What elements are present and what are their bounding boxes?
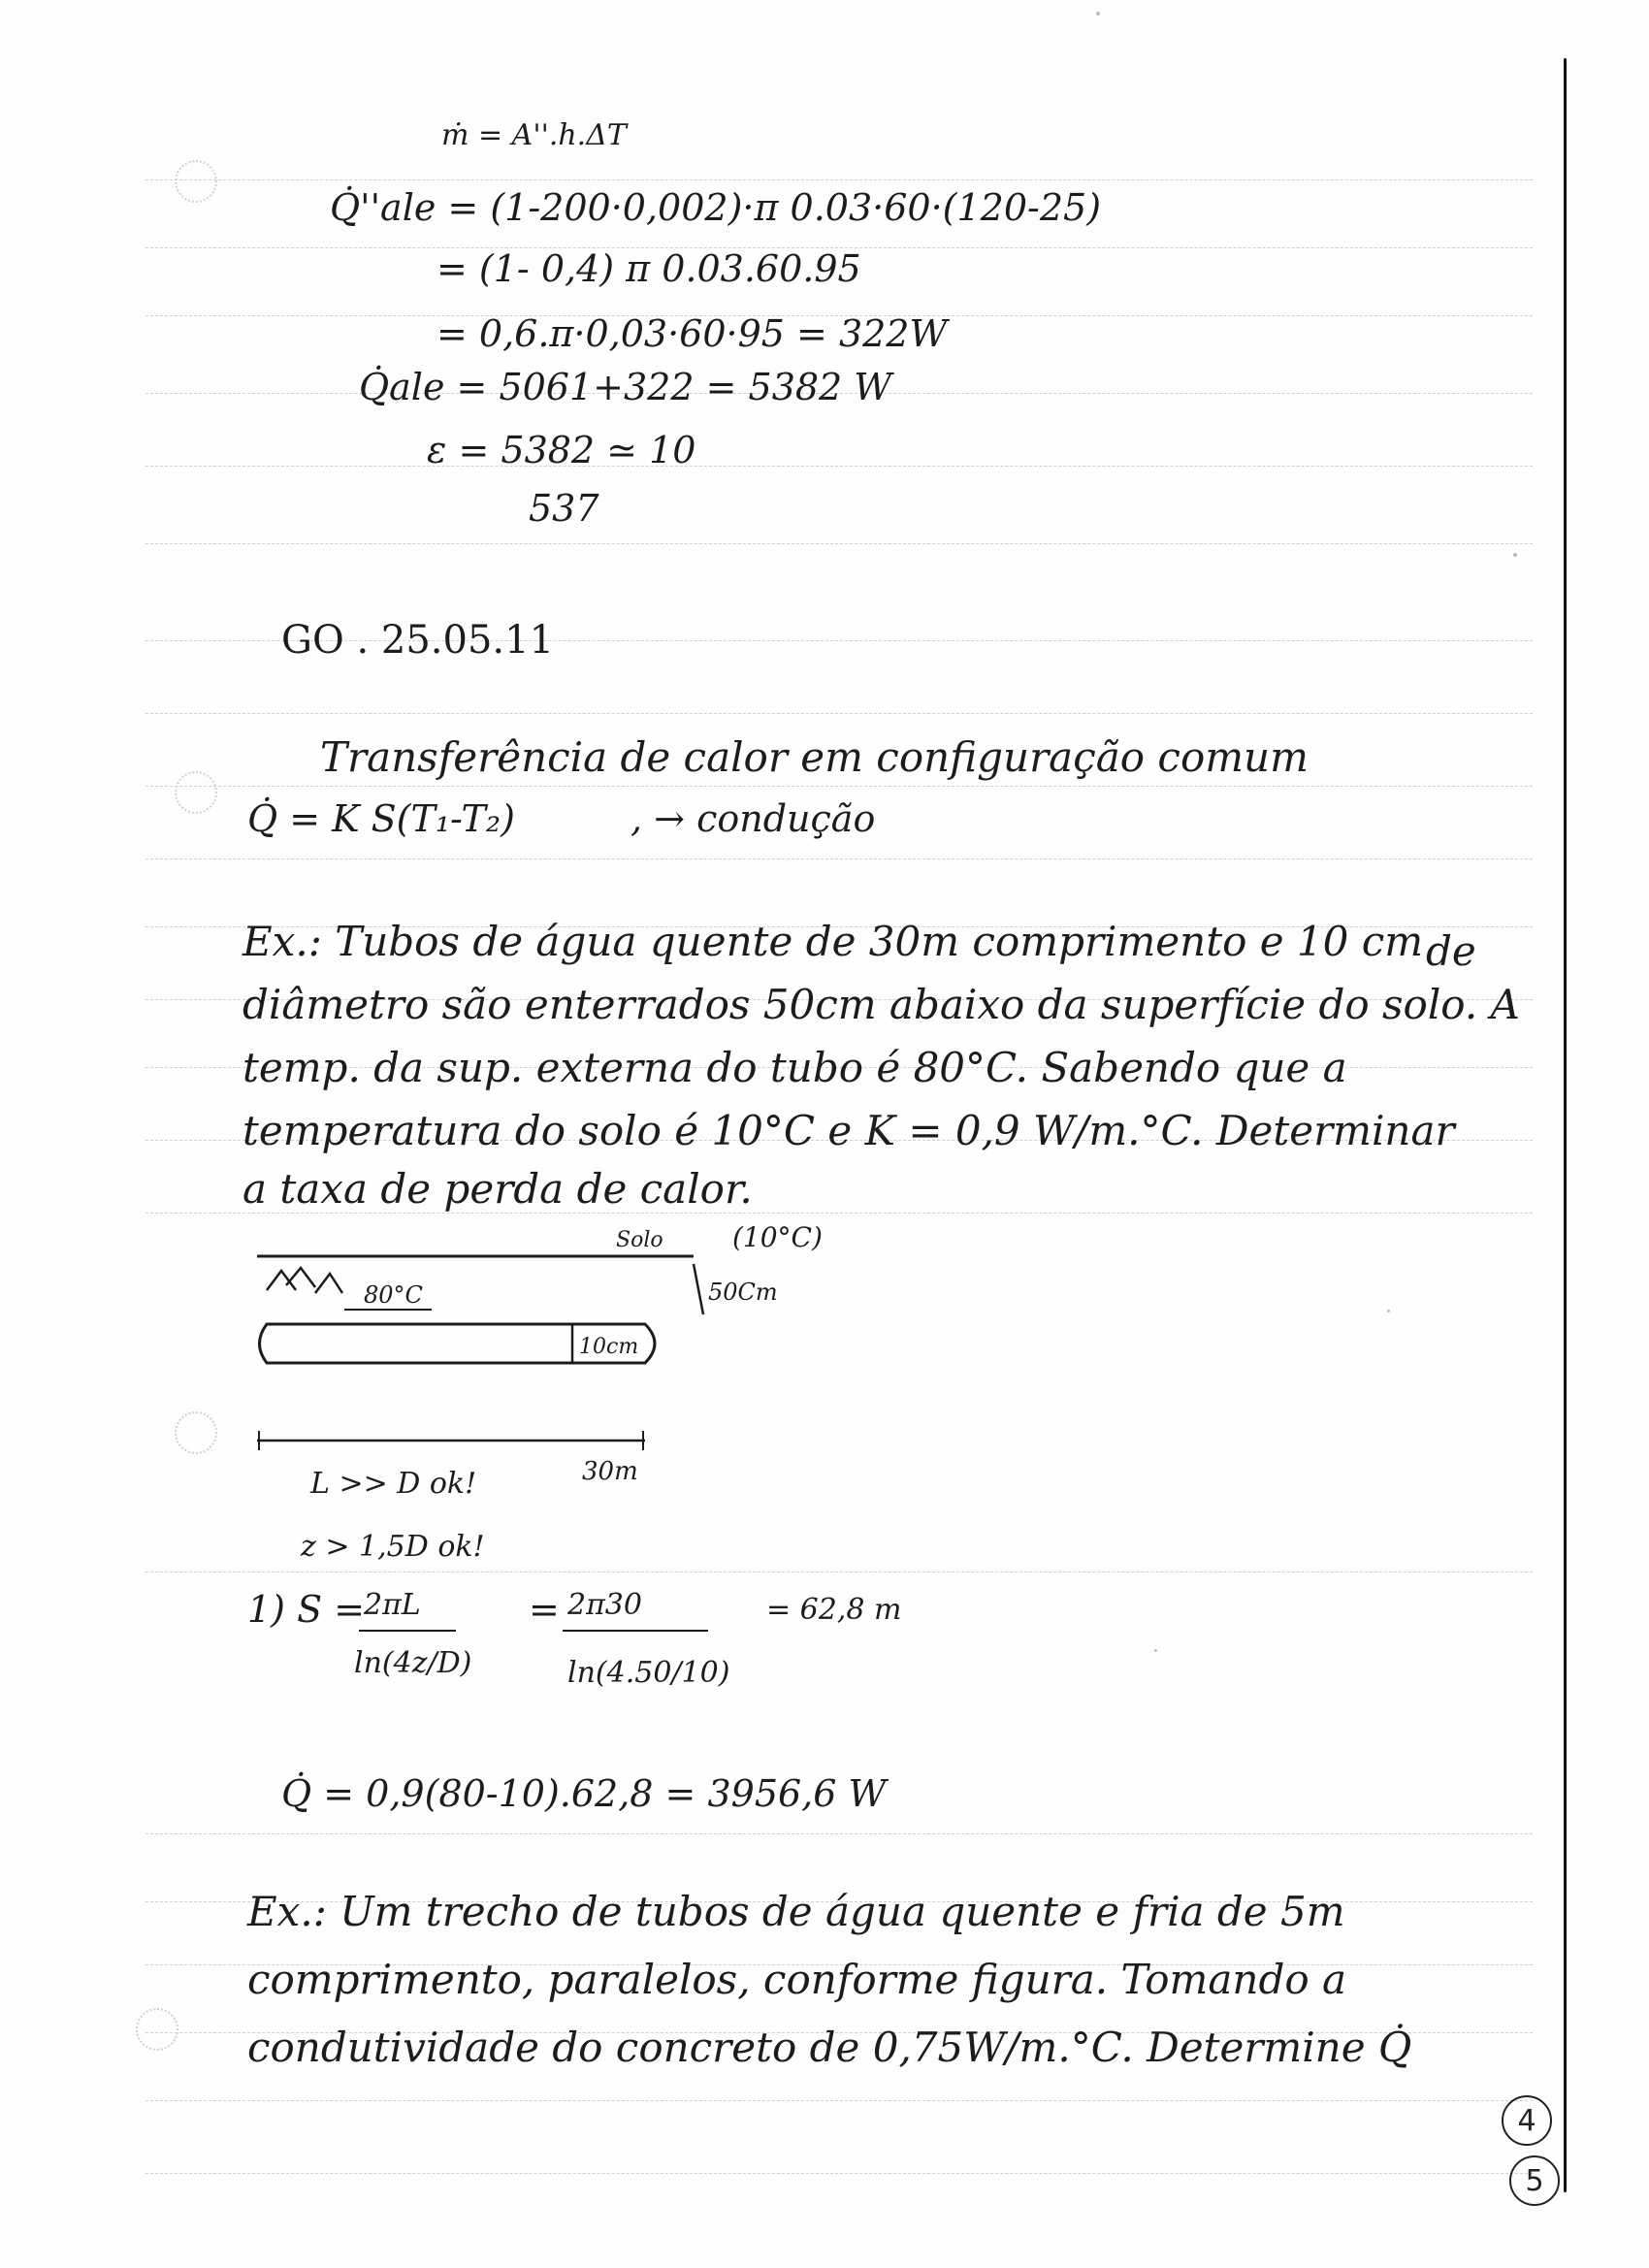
ruled-line	[146, 543, 1533, 544]
pipe-diameter: 10cm	[579, 1335, 639, 1359]
section-title: Transferência de calor em configuração comum	[320, 733, 1309, 781]
scan-speck	[1154, 1649, 1157, 1652]
burial-depth: 50Cm	[708, 1279, 778, 1306]
example2-line-1: Ex.: Um trecho de tubos de água quente e fria de 5m	[247, 1888, 1345, 1935]
lecture-date: GO . 25.05.11	[281, 618, 555, 663]
punch-hole-mark	[175, 160, 217, 203]
soil-temperature: (10°C)	[732, 1221, 823, 1253]
ruled-line	[146, 713, 1533, 714]
ruled-line	[146, 466, 1533, 467]
pipe-length: 30m	[582, 1457, 638, 1486]
conduction-note: , → condução	[630, 797, 876, 840]
soil-hatch-marks	[267, 1268, 342, 1293]
efficiency-denominator: 537	[529, 487, 599, 530]
example1-line-5: a taxa de perda de calor.	[242, 1165, 753, 1213]
example1-line-1-end: de	[1426, 927, 1476, 975]
shape-factor-result: = 62,8 m	[766, 1593, 902, 1627]
ruled-line	[146, 1213, 1533, 1214]
ruled-line	[146, 786, 1533, 787]
solo-label: Solo	[616, 1228, 663, 1252]
check-depth-ratio: z > 1,5D ok!	[301, 1530, 485, 1564]
depth-marker	[694, 1264, 703, 1314]
scan-speck	[1513, 553, 1517, 557]
calc-line-1: Q̇''ale = (1-200·0,002)·π 0.03·60·(120-25)	[330, 186, 1102, 229]
shape-factor-numerator-2: 2π30	[567, 1588, 642, 1622]
fraction-bar-2	[563, 1630, 708, 1632]
right-margin-line	[1564, 58, 1567, 2192]
example1-line-1: Ex.: Tubos de água quente de 30m comprimento e 10 cm	[242, 918, 1424, 965]
punch-hole-mark	[175, 771, 217, 814]
shape-factor-denominator-2: ln(4.50/10)	[567, 1656, 730, 1690]
punch-hole-mark	[175, 1411, 217, 1454]
shape-factor-equals: =	[529, 1588, 560, 1631]
calc-line-3: = 0,6.π·0,03·60·95 = 322W	[436, 312, 948, 355]
example1-line-4: temperatura do solo é 10°C e K = 0,9 W/m.°C. Determinar	[242, 1107, 1455, 1154]
pipe-surface-temp: 80°C	[364, 1281, 423, 1309]
scan-speck	[1096, 12, 1100, 16]
heat-loss-result: Q̇ = 0,9(80-10).62,8 = 3956,6 W	[281, 1772, 887, 1815]
example2-line-3: condutividade do concreto de 0,75W/m.°C. Determine Q̇	[247, 2024, 1412, 2071]
ruled-line	[146, 179, 1533, 180]
buried-pipe-diagram	[247, 1217, 946, 1489]
page-number-5: 5	[1509, 2155, 1560, 2206]
conduction-formula: Q̇ = K S(T₁-T₂)	[247, 797, 515, 840]
shape-factor-denominator-1: ln(4z/D)	[354, 1646, 472, 1680]
page-number-4: 4	[1502, 2095, 1552, 2146]
punch-hole-mark	[136, 2008, 178, 2051]
example1-line-3: temp. da sup. externa do tubo é 80°C. Sabendo que a	[242, 1044, 1347, 1091]
calc-line-0: ṁ = A''.h.ΔT	[441, 118, 627, 152]
check-length-ratio: L >> D ok!	[310, 1467, 477, 1501]
scan-speck	[1387, 1310, 1390, 1312]
ruled-line	[146, 2100, 1533, 2101]
shape-factor-numerator-1: 2πL	[364, 1588, 421, 1622]
fraction-bar-1	[359, 1630, 456, 1632]
ruled-line	[146, 2173, 1533, 2174]
calc-line-4: Q̇ale = 5061+322 = 5382 W	[359, 366, 892, 408]
calc-line-2: = (1- 0,4) π 0.03.60.95	[436, 247, 861, 290]
ruled-line	[146, 1571, 1533, 1572]
efficiency-numerator: ε = 5382 ≃ 10	[427, 429, 696, 471]
ruled-line	[146, 1833, 1533, 1834]
shape-factor-lhs: 1) S =	[247, 1588, 366, 1631]
example2-line-2: comprimento, paralelos, conforme figura. Tomando a	[247, 1956, 1347, 2003]
example1-line-2: diâmetro são enterrados 50cm abaixo da superfície do solo. A	[242, 981, 1520, 1028]
